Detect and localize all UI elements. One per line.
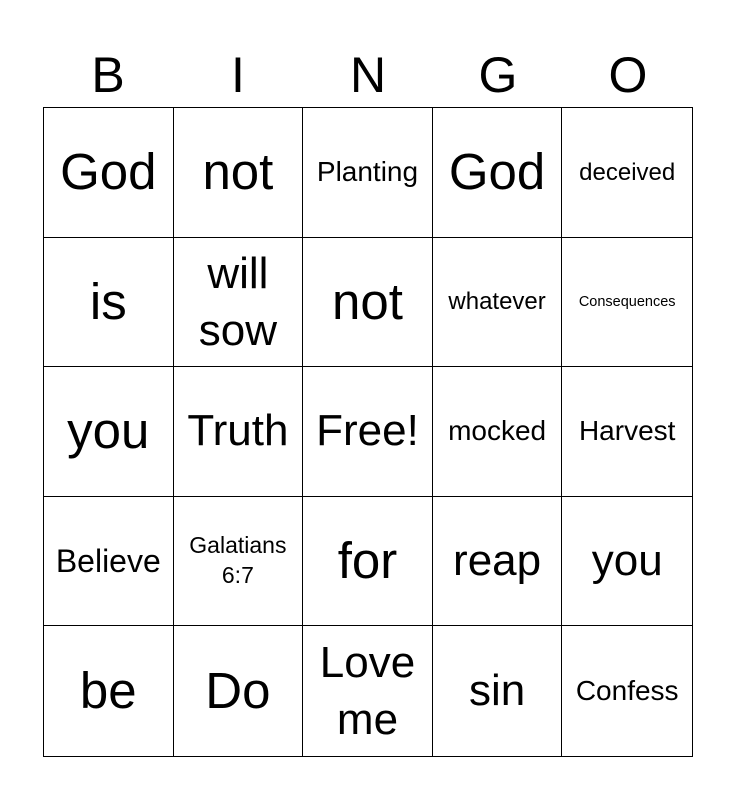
header-letter-i: I <box>231 47 245 103</box>
bingo-cell-r3-c2[interactable]: Truth <box>174 367 304 497</box>
bingo-cell-r5-c3[interactable]: Love me <box>303 626 433 756</box>
bingo-cell-r2-c2[interactable]: will sow <box>174 238 304 368</box>
bingo-cell-r2-c5[interactable]: Consequences <box>562 238 692 368</box>
header-letter-o: O <box>608 47 648 103</box>
bingo-cell-r4-c2[interactable]: Galatians 6:7 <box>174 497 304 627</box>
bingo-cell-r1-c4[interactable]: God <box>433 108 563 238</box>
bingo-board <box>43 107 693 757</box>
bingo-cell-r3-c4[interactable]: mocked <box>433 367 563 497</box>
bingo-cell-r1-c3[interactable]: Planting <box>303 108 433 238</box>
bingo-cell-r4-c1[interactable]: Believe <box>44 497 174 627</box>
header-letter-n: N <box>349 47 387 103</box>
bingo-cell-r1-c2[interactable]: not <box>174 108 304 238</box>
bingo-cell-r3-c1[interactable]: you <box>44 367 174 497</box>
bingo-cell-r5-c4[interactable]: sin <box>433 626 563 756</box>
bingo-cell-r3-c3[interactable]: Free! <box>303 367 433 497</box>
bingo-cell-r2-c4[interactable]: whatever <box>433 238 563 368</box>
bingo-cell-r2-c3[interactable]: not <box>303 238 433 368</box>
bingo-cell-r1-c1[interactable]: God <box>44 108 174 238</box>
bingo-cell-r2-c1[interactable]: is <box>44 238 174 368</box>
bingo-cell-r3-c5[interactable]: Harvest <box>562 367 692 497</box>
bingo-cell-r1-c5[interactable]: deceived <box>562 108 692 238</box>
bingo-cell-r5-c1[interactable]: be <box>44 626 174 756</box>
bingo-cell-r4-c3[interactable]: for <box>303 497 433 627</box>
bingo-cell-r4-c5[interactable]: you <box>562 497 692 627</box>
bingo-cell-r4-c4[interactable]: reap <box>433 497 563 627</box>
bingo-header <box>43 44 693 106</box>
bingo-cell-r5-c5[interactable]: Confess <box>575 675 679 707</box>
header-letter-g: G <box>478 47 518 103</box>
header-letter-b: B <box>91 47 125 103</box>
bingo-cell-r5-c2[interactable]: Do <box>174 626 304 756</box>
